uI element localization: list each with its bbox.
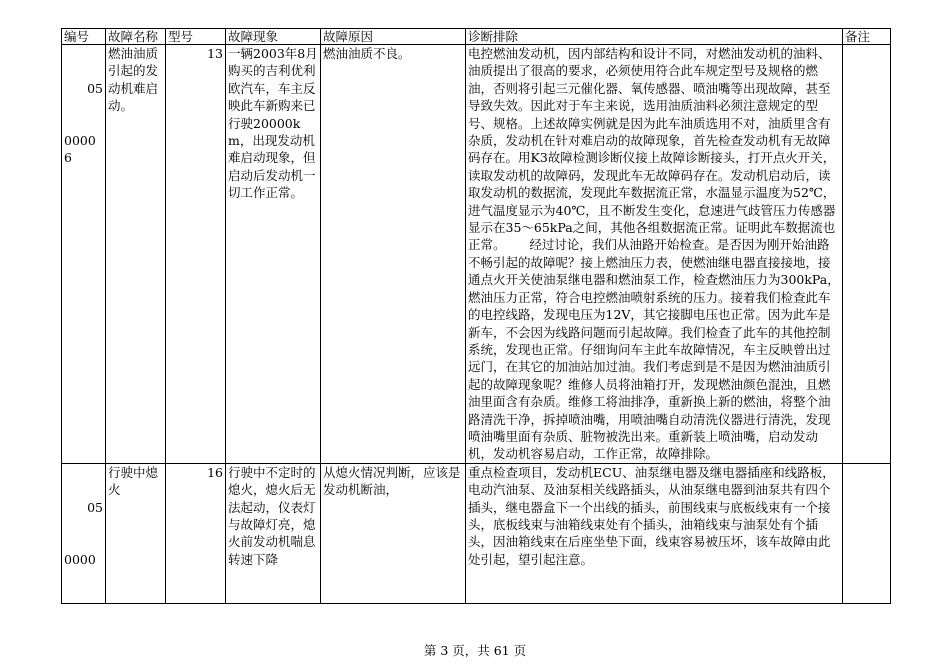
fault-name-cell: 行驶中熄火 (106, 463, 166, 603)
fault-diagnosis-table (61, 28, 891, 604)
header-fault-name: 故障名称 (106, 29, 166, 45)
symptom-cell: 一辆2003年8月购买的吉利优利欧汽车，车主反映此车新购来已行驶20000km，出现发动机难启动现象，但启动后发动机一切工作正常。 (226, 45, 321, 464)
diagnosis-cell: 电控燃油发动机，因内部结构和设计不同，对燃油发动机的油料、油质提出了很高的要求，必须使用符合此车规定型号及规格的燃油，否则将引起三元催化器、氧传感器、喷油嘴等出现故障，甚至导致失效。因此对于车主来说，选用油质油料必须注意规定的型号、规格。上述故障实例就是因为此车油质选用不对，油质里含有杂质，发动机在针对难启动的故障现象，首先检查发动机有无故障码存在。用K3故障检测诊断仪接上故障诊断接头，打开点火开关，读取发动机的故障码，发现此车无故障码存在。发动机启动后，读取发动机的数据流，发现此车数据流正常，水温显示温度为52℃，进气温度显示为40℃，且不断发生变化，怠速进气歧管压力传感器显示在35～65kPa之间，其他各组数据流正常。证明此车数据流也正常。 经过讨论，我们从油路开始检查。是否因为刚开始油路不畅引起的故障呢？接上燃油压力表，使燃油继电器直接接地，接通点火开关使油泵继电器和燃油泵工作，检查燃油压力为300kPa，燃油压力正常，符合电控燃油喷射系统的压力。接着我们检查此车的电控线路，发现电压为12V，其它接脚电压也正常。因为此车是新车，不会因为线路问题而引起故障。我们检查了此车的其他控制系统，发现也正常。仔细询问车主此车故障情况，车主反映曾出过远门，在其它的加油站加过油。我们考虑到是不是因为燃油油质引起的故障现象呢？维修人员将油箱打开，发现燃油颜色混浊，且燃油里面含有杂质。维修工将油排净，重新换上新的燃油，将整个油路清洗干净，拆掉喷油嘴，用喷油嘴自动清洗仪器进行清洗，发现喷油嘴里面有杂质、脏物被洗出来。重新装上喷油嘴，启动发动机，发动机容易启动，工作正常，故障排除。 (466, 45, 843, 464)
fault-name-cell: 燃油油质引起的发动机难启动。 (106, 45, 166, 464)
remark-cell (843, 45, 891, 464)
code-cell (62, 45, 106, 464)
header-symptom: 故障现象 (226, 29, 321, 45)
code-prefix: 05 (87, 499, 103, 515)
code-number: 00006 (64, 133, 96, 166)
symptom-cell: 行驶中不定时的熄火，熄火后无法起动，仪表灯与故障灯亮，熄火前发动机喘息转速下降 (226, 463, 321, 603)
model-cell: 16 (166, 463, 226, 603)
page-number-footer: 第 3 页，共 61 页 (423, 643, 527, 658)
remark-cell (843, 463, 891, 603)
header-diagnosis: 诊断排除 (466, 29, 843, 45)
header-row (62, 29, 891, 45)
code-cell (62, 463, 106, 603)
table-row (62, 463, 891, 603)
code-number: 0000 (64, 551, 96, 567)
cause-cell: 从熄火情况判断，应该是发动机断油， (321, 463, 466, 603)
table-row (62, 45, 891, 464)
code-prefix: 05 (87, 80, 103, 96)
model-cell: 13 (166, 45, 226, 464)
header-remark: 备注 (843, 29, 891, 45)
header-code: 编号 (62, 29, 106, 45)
cause-cell: 燃油油质不良。 (321, 45, 466, 464)
header-cause: 故障原因 (321, 29, 466, 45)
header-model: 型号 (166, 29, 226, 45)
diagnosis-cell: 重点检查项目，发动机ECU、油泵继电器及继电器插座和线路板，电动汽油泵、及油泵相关线路插头，从油泵继电器到油泵共有四个插头，继电器盒下一个出线的插头，前围线束与底板线束有一个接头，底板线束与油箱线束处有个插头，油箱线束与油泵处有个插头，因油箱线束在后座坐垫下面，线束容易被压坏，该车故障由此处引起，望引起注意。 (466, 463, 843, 603)
